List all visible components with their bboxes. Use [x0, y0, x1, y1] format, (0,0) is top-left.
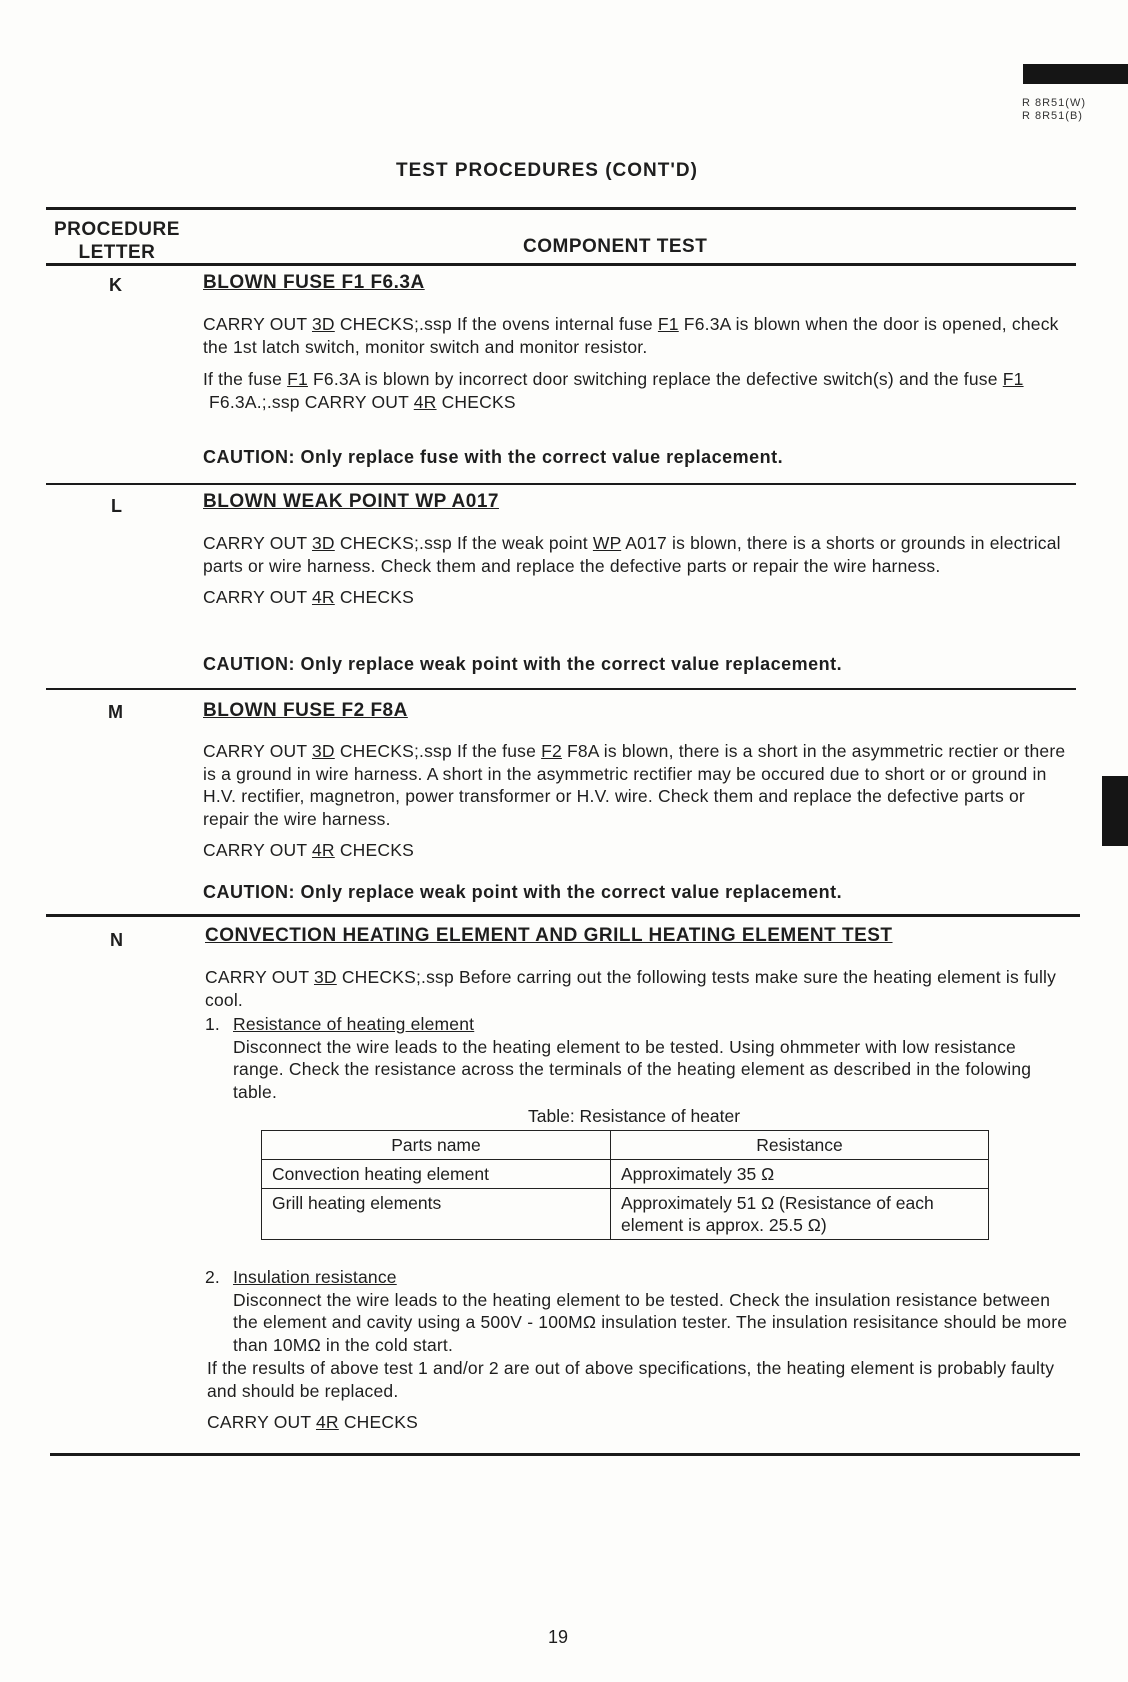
bottom-rule	[50, 1453, 1080, 1456]
section-body-n-conclusion	[207, 1357, 1071, 1434]
paragraph: F6.3A.;.ssp CARRY OUT 4R CHECKS	[209, 391, 516, 412]
section-rule	[46, 483, 1076, 485]
side-tab-mark	[1102, 776, 1128, 846]
paragraph: CARRY OUT 4R CHECKS	[203, 840, 414, 860]
table-cell: Grill heating elements	[262, 1189, 611, 1240]
section-body-m	[203, 740, 1069, 862]
section-title-k: BLOWN FUSE F1 F6.3A	[203, 272, 425, 293]
page-number: 19	[548, 1627, 569, 1647]
procedure-letter-n: N	[110, 930, 123, 950]
procedure-letter-l: L	[111, 496, 122, 516]
paragraph: If the fuse F1 F6.3A is blown by incorrect door switching replace the defective switch(s) and the fuse F1	[203, 369, 1024, 389]
table-header-cell: Parts name	[262, 1131, 611, 1160]
table-header-cell: Resistance	[611, 1131, 989, 1160]
list-item-title: Resistance of heating element	[233, 1014, 475, 1034]
table-cell: Convection heating element	[262, 1160, 611, 1189]
paragraph: CARRY OUT 3D CHECKS;.ssp Before carring out the following tests make sure the heating element is fully cool.	[205, 967, 1057, 1010]
caution-m: CAUTION: Only replace weak point with the correct value replacement.	[203, 882, 843, 902]
paragraph: CARRY OUT 3D CHECKS;.ssp If the fuse F2 F8A is blown, there is a short in the asymmetric rectier or there is a ground in wire harness. A short in the asymmetric rectifier may be occured due to short or or ground in H.V. rectifier, magnetron, power transformer or H.V. wire. Check them and replace the defective parts or repair the wire harness.	[203, 741, 1066, 829]
section-body-n	[205, 966, 1071, 1011]
model-number: R 8R51(W)	[1022, 97, 1087, 109]
paragraph: CARRY OUT 4R CHECKS	[203, 587, 414, 607]
paragraph: Disconnect the wire leads to the heating element to be tested. Check the insulation resistance between the element and cavity using a 500V - 100MΩ insulation tester. The insulation resisitance should be more than 10MΩ in the cold start.	[233, 1289, 1068, 1355]
column-header-procedure-letter: PROCEDURE LETTER	[54, 219, 180, 263]
section-title-n: CONVECTION HEATING ELEMENT AND GRILL HEATING ELEMENT TEST	[205, 925, 893, 946]
paragraph: CARRY OUT 4R CHECKS	[207, 1412, 418, 1432]
table-caption: Table: Resistance of heater	[528, 1106, 741, 1126]
header-rule	[46, 263, 1076, 266]
section-title-l: BLOWN WEAK POINT WP A017	[203, 491, 499, 512]
index-tab-mark	[1023, 64, 1128, 84]
table-row	[262, 1189, 989, 1240]
table-header-row	[262, 1131, 989, 1160]
procedure-letter-m: M	[108, 702, 123, 722]
section-rule	[46, 914, 1080, 917]
list-item-title: Insulation resistance	[233, 1267, 397, 1287]
model-number: R 8R51(B)	[1022, 110, 1083, 122]
table-cell: Approximately 35 Ω	[611, 1160, 989, 1189]
list-number: 1.	[205, 1014, 220, 1034]
section-rule	[46, 688, 1076, 690]
table-cell: Approximately 51 Ω (Resistance of each element is approx. 25.5 Ω)	[611, 1189, 989, 1240]
resistance-table	[261, 1130, 989, 1240]
list-item-1	[205, 1013, 1071, 1103]
caution-l: CAUTION: Only replace weak point with the correct value replacement.	[203, 654, 843, 674]
list-item-2	[205, 1266, 1071, 1356]
caution-k: CAUTION: Only replace fuse with the correct value replacement.	[203, 447, 784, 467]
paragraph: Disconnect the wire leads to the heating element to be tested. Using ohmmeter with low resistance range. Check the resistance across the terminals of the heating element as described in the folowing table.	[233, 1036, 1032, 1102]
section-body-l	[203, 532, 1069, 609]
top-rule	[46, 207, 1076, 210]
paragraph: If the results of above test 1 and/or 2 are out of above specifications, the heating element is probably faulty and should be replaced.	[207, 1358, 1055, 1401]
table-row	[262, 1160, 989, 1189]
list-number: 2.	[205, 1267, 220, 1287]
page-title: TEST PROCEDURES (CONT'D)	[396, 160, 698, 181]
paragraph: CARRY OUT 3D CHECKS;.ssp If the weak point WP A017 is blown, there is a shorts or grounds in electrical parts or wire harness. Check them and replace the defective parts or repair the wire harness.	[203, 533, 1061, 576]
section-body-k	[203, 313, 1069, 413]
column-header-component-test: COMPONENT TEST	[523, 236, 708, 257]
paragraph: CARRY OUT 3D CHECKS;.ssp If the ovens internal fuse F1 F6.3A is blown when the door is opened, check the 1st latch switch, monitor switch and monitor resistor.	[203, 314, 1059, 357]
procedure-letter-k: K	[109, 275, 122, 295]
section-title-m: BLOWN FUSE F2 F8A	[203, 700, 408, 721]
